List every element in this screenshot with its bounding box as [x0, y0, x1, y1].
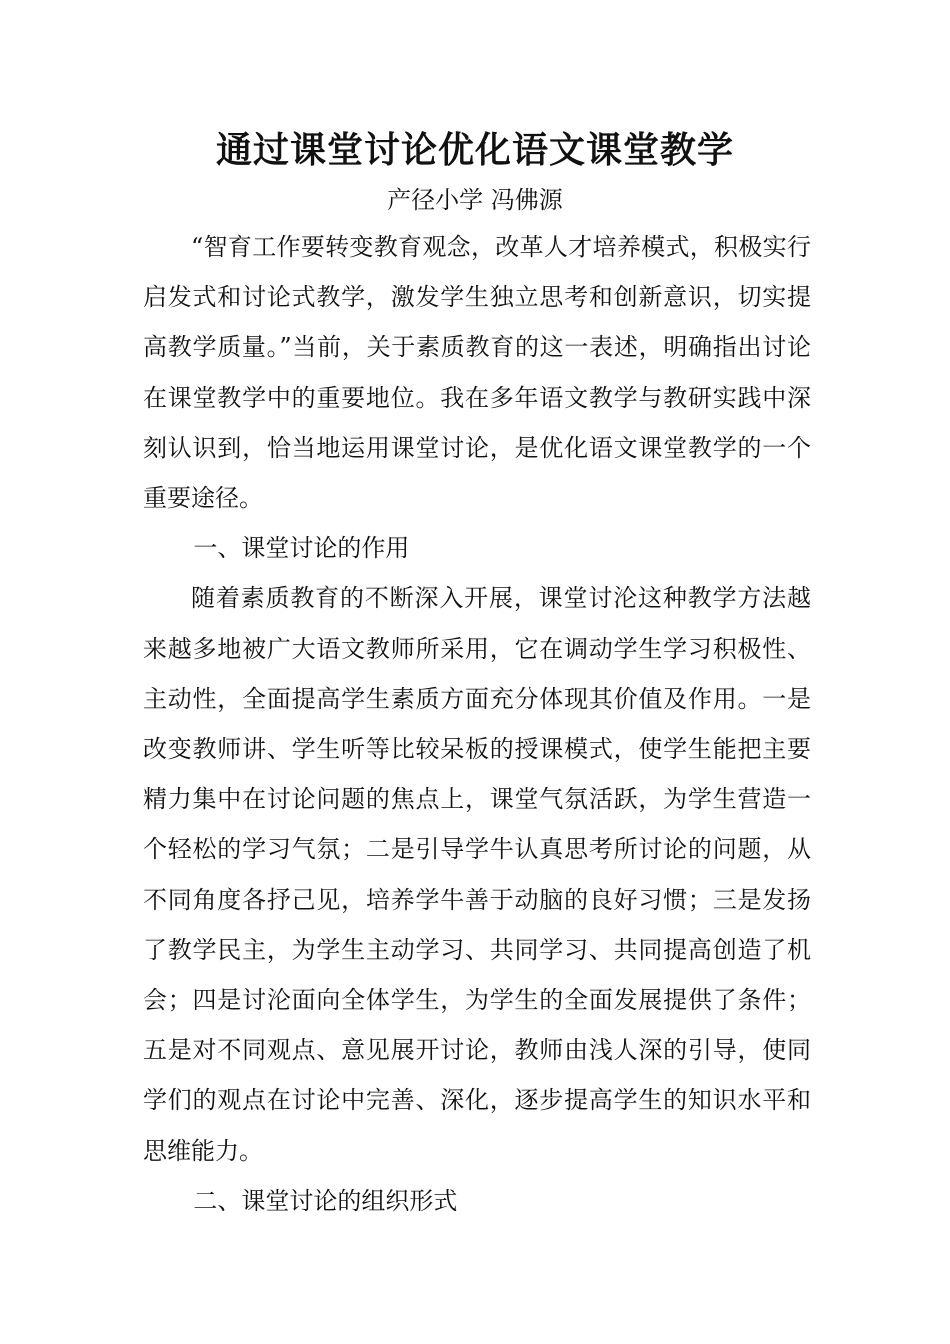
- document-body: [143, 222, 811, 1226]
- section-heading-1: 一、课堂讨论的作用: [193, 534, 410, 563]
- document-title: 通过课堂讨论优化语文课堂教学: [215, 129, 734, 171]
- paragraph-section-1: 随着素质教育的不断深入开展，课堂讨沦这种教学方法越来越多地被广大语文教师所采用，它在调动学生学习积极性、主动性，全面提高学生素质方面充分体现其价值及作用。一是改变教师讲、学生听等比较呆板的授课模式，使学生能把主要精力集中在讨论问题的焦点上，课堂气氛活跃，为学生营造一个轻松的学习气氛；二是引导学牛认真思考所讨论的问题，从不同角度各抒己见，培养学牛善于动脑的良好习惯；三是发扬了教学民主，为学生主动学习、共同学习、共同提高创造了机会；四是讨沦面向全体学生，为学生的全面发展提供了条件；五是对不同观点、意见展开讨论，教师由浅人深的引导，使同学们的观点在讨论中完善、深化，逐步提高学生的知识水平和思维能力。: [143, 584, 811, 1165]
- section-heading-2: 二、课堂讨论的组织形式: [193, 1186, 458, 1215]
- paragraph-intro: “智育工作要转变教育观念，改革人才培养模式，积极实行启发式和讨论式教学，激发学生独立思考和创新意识，切实提高教学质量。”当前，关于素质教育的这一表述，明确指出讨论在课堂教学中的重要地位。我在多年语文教学与教研实践中深刻认识到，恰当地运用课堂讨论，是优化语文课堂教学的一个重要途径。: [143, 233, 811, 513]
- document-author: 产径小学 冯佛源: [387, 186, 563, 214]
